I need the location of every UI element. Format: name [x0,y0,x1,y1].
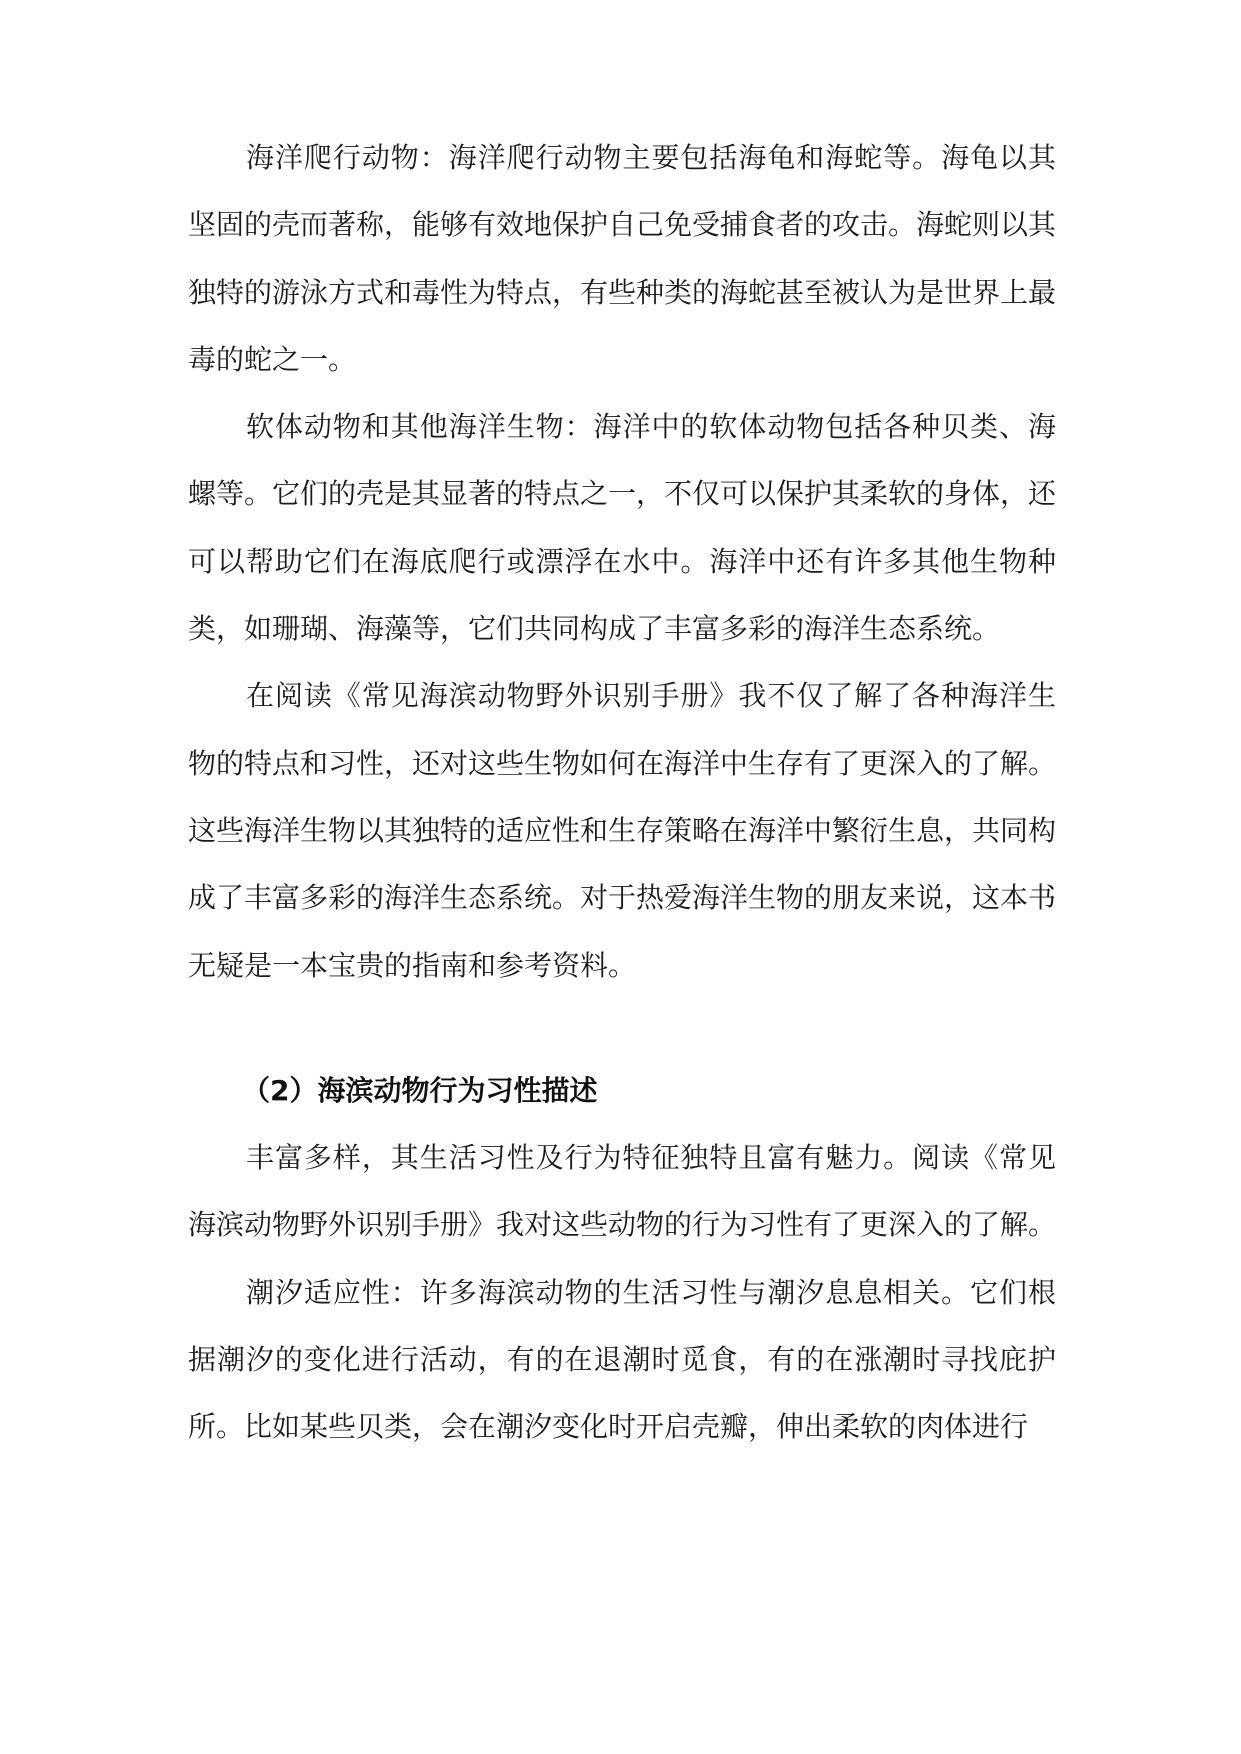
section-heading: （2）海滨动物行为习性描述 [242,1073,598,1107]
document-body [188,124,1056,1461]
paragraph-mollusks: 软体动物和其他海洋生物：海洋中的软体动物包括各种贝类、海螺等。它们的壳是其显著的特点之一，不仅可以保护其柔软的身体，还可以帮助它们在海底爬行或漂浮在水中。海洋中还有许多其他生物种类，如珊瑚、海藻等，它们共同构成了丰富多彩的海洋生态系统。 [188,410,1057,646]
paragraph-marine-reptiles: 海洋爬行动物：海洋爬行动物主要包括海龟和海蛇等。海龟以其坚固的壳而著称，能够有效地保护自己免受捕食者的攻击。海蛇则以其独特的游泳方式和毒性为特点，有些种类的海蛇甚至被认为是世界上最毒的蛇之一。 [188,141,1057,376]
paragraph-tidal-adaptation: 潮汐适应性：许多海滨动物的生活习性与潮汐息息相关。它们根据潮汐的变化进行活动，有的在退潮时觅食，有的在涨潮时寻找庇护所。比如某些贝类，会在潮汐变化时开启壳瓣，伸出柔软的肉体进行 [188,1275,1056,1444]
paragraph-reading-reflection: 在阅读《常见海滨动物野外识别手册》我不仅了解了各种海洋生物的特点和习性，还对这些生物如何在海洋中生存有了更深入的了解。这些海洋生物以其独特的适应性和生存策略在海洋中繁衍生息，共同构成了丰富多彩的海洋生态系统。对于热爱海洋生物的朋友来说，这本书无疑是一本宝贵的指南和参考资料。 [188,679,1057,982]
paragraph-behavior-intro: 丰富多样，其生活习性及行为特征独特且富有魅力。阅读《常见海滨动物野外识别手册》我对这些动物的行为习性有了更深入的了解。 [188,1141,1057,1242]
